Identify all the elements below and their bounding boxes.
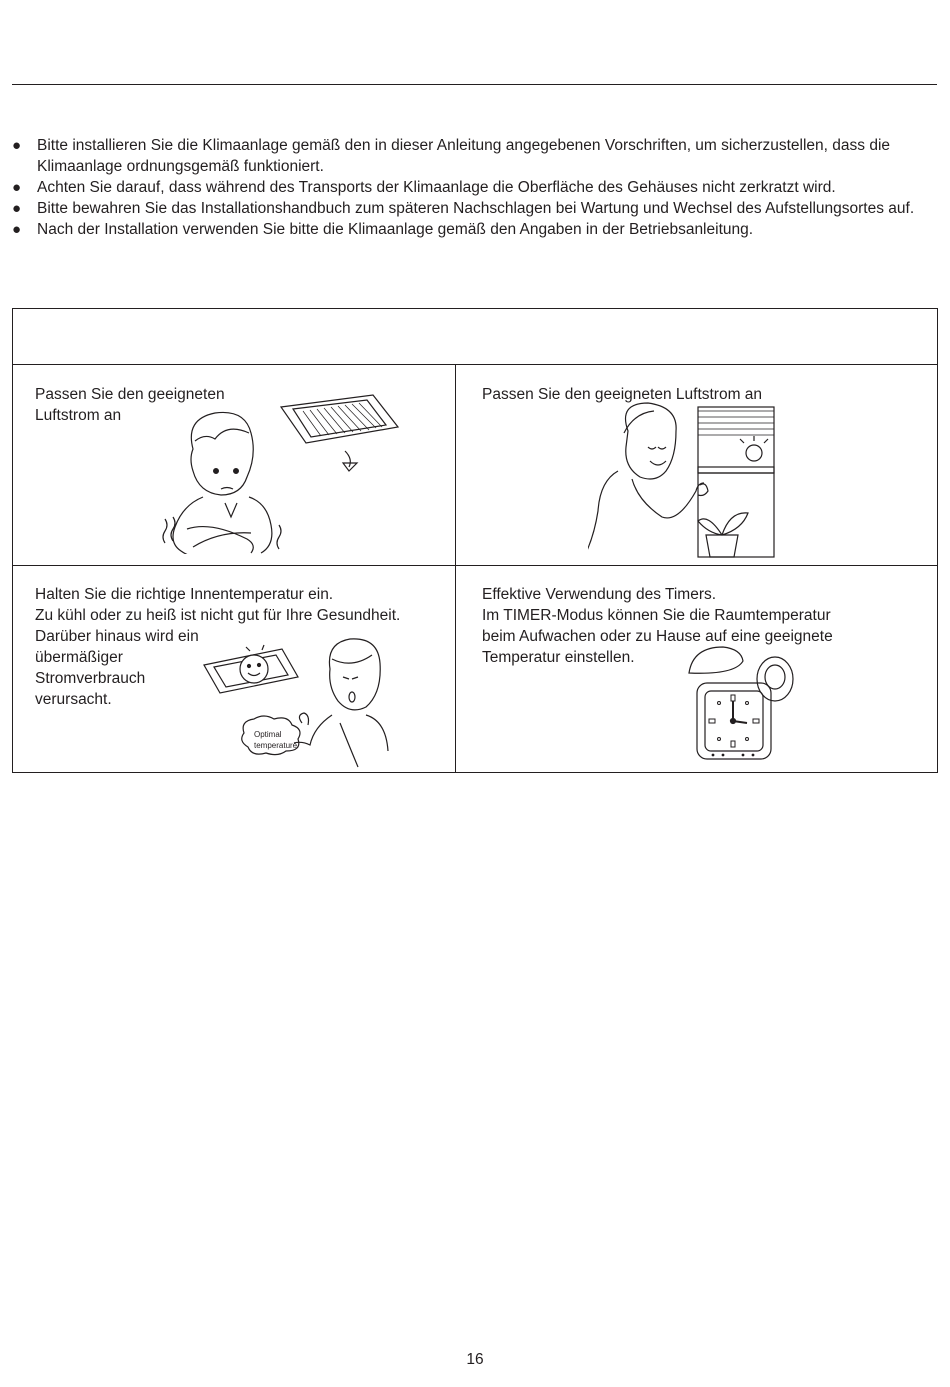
cell-line: Halten Sie die richtige Innentemperatur ein. [35,586,334,603]
cell-line: Luftstrom an [35,407,122,424]
cell-line: Zu kühl oder zu heiß ist nicht gut für Ihre Gesundheit. [35,607,401,624]
bullet-dot: ● [12,179,22,196]
bullet-list [12,135,940,240]
alarm-clock-icon [683,643,803,765]
list-item [12,198,940,219]
cell-line: Effektive Verwendung des Timers. [482,586,717,603]
cell-line: Darüber hinaus wird ein [35,628,199,645]
list-item [12,219,940,240]
bubble-line-1: Optimal [254,730,282,739]
bullet-text: Bitte installieren Sie die Klimaanlage gemäß den in dieser Anleitung angegebenen Vorschriften, um sicherzustellen, dass die Klimaanlage ordnungsgemäß funktioniert. [37,137,891,175]
bullet-text: Nach der Installation verwenden Sie bitte die Klimaanlage gemäß den Angaben in der Betriebsanleitung. [37,221,754,238]
list-item [12,177,940,198]
person-opening-window-icon [588,401,788,566]
bubble-line-2: temperature [254,741,298,750]
bullet-text: Bitte bewahren Sie das Installationshandbuch zum späteren Nachschlagen bei Wartung und Wechsel des Aufstellungsortes auf. [37,200,915,217]
cell-line: Im TIMER-Modus können Sie die Raumtemperatur [482,607,831,624]
bullet-dot: ● [12,137,22,154]
cell-line: Stromverbrauch [35,670,146,687]
cell-line: Passen Sie den geeigneten Luftstrom an [482,386,763,403]
page-number: 16 [466,1351,484,1368]
cell-line: Passen Sie den geeigneten [35,386,225,403]
bullet-dot: ● [12,221,22,238]
cell-line: übermäßiger [35,649,123,666]
cell-line: Temperatur einstellen. [482,649,635,666]
bullet-dot: ● [12,200,22,217]
table-header-row [13,309,937,365]
bullet-text: Achten Sie darauf, dass während des Transports der Klimaanlage die Oberfläche des Gehäuses nicht zerkratzt wird. [37,179,836,196]
table-column-divider [455,365,456,772]
top-rule [12,84,937,85]
list-item [12,135,940,177]
cell-line: beim Aufwachen oder zu Hause auf eine geeignete [482,628,833,645]
usage-tips-table [12,308,938,773]
table-row-divider [13,565,937,566]
optimal-temperature-icon [198,637,393,769]
cell-line: verursacht. [35,691,112,708]
cold-person-cassette-icon [153,379,413,554]
